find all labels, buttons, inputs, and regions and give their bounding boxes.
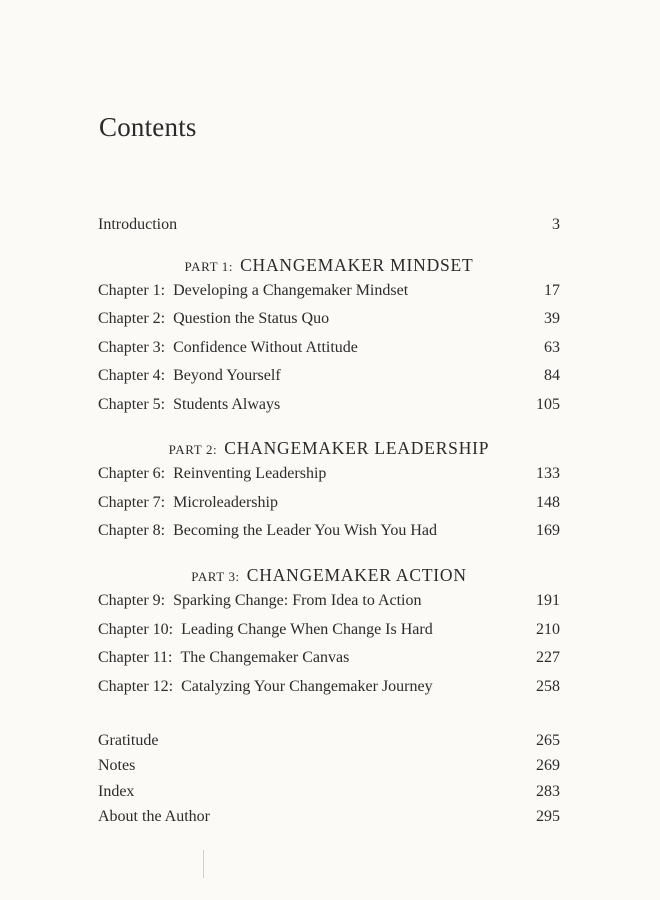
toc-entry-chapter-2[interactable] [98, 308, 560, 330]
chapter-title: Question the Status Quo [173, 310, 330, 327]
toc-entry-chapter-11[interactable] [98, 647, 560, 669]
chapter-number: Chapter 5: [98, 396, 166, 413]
entry-label: Gratitude [98, 732, 159, 749]
chapter-title: Confidence Without Attitude [173, 339, 358, 356]
part-name: CHANGEMAKER LEADERSHIP [224, 438, 490, 458]
toc-entry-index[interactable] [98, 781, 560, 803]
chapter-title: Students Always [173, 396, 281, 413]
chapter-title: Becoming the Leader You Wish You Had [173, 522, 438, 539]
toc-entry-chapter-8[interactable] [98, 520, 560, 542]
toc-entry-chapter-10[interactable] [98, 619, 560, 641]
part-heading-3 [98, 563, 560, 587]
toc-entry-chapter-3[interactable] [98, 337, 560, 359]
toc-entry-chapter-9[interactable] [98, 590, 560, 612]
toc-entry-chapter-7[interactable] [98, 492, 560, 514]
entry-page-number: 63 [544, 339, 560, 356]
entry-page-number: 265 [536, 732, 560, 749]
entry-page-number: 3 [552, 216, 560, 233]
chapter-number: Chapter 11: [98, 649, 173, 666]
chapter-number: Chapter 1: [98, 282, 166, 299]
page-title: Contents [99, 112, 197, 142]
entry-page-number: 295 [536, 808, 560, 825]
part-label: PART 3: [191, 569, 240, 584]
entry-label: Notes [98, 757, 136, 774]
chapter-number: Chapter 10: [98, 621, 174, 638]
entry-page-number: 227 [536, 649, 560, 666]
chapter-number: Chapter 7: [98, 494, 166, 511]
chapter-title: The Changemaker Canvas [180, 649, 350, 666]
entry-label: Introduction [98, 216, 178, 233]
chapter-number: Chapter 8: [98, 522, 166, 539]
toc-entry-notes[interactable] [98, 755, 560, 777]
part-label: PART 1: [184, 259, 234, 274]
entry-page-number: 210 [536, 621, 560, 638]
part-label: PART 2: [168, 442, 218, 457]
toc-entry-chapter-5[interactable] [98, 394, 560, 416]
chapter-number: Chapter 2: [98, 310, 166, 327]
toc-entry-about-the-author[interactable] [98, 806, 560, 828]
entry-label: Index [98, 783, 135, 800]
toc-entry-chapter-1[interactable] [98, 280, 560, 302]
chapter-title: Catalyzing Your Changemaker Journey [181, 678, 433, 695]
chapter-title: Microleadership [173, 494, 278, 511]
chapter-number: Chapter 12: [98, 678, 174, 695]
entry-page-number: 17 [544, 282, 560, 299]
toc-entry-gratitude[interactable] [98, 730, 560, 752]
entry-page-number: 269 [536, 757, 560, 774]
part-heading-2 [98, 436, 560, 460]
part-name: CHANGEMAKER ACTION [246, 565, 467, 585]
chapter-title: Beyond Yourself [173, 367, 281, 384]
entry-label: About the Author [98, 808, 210, 825]
toc-entry-chapter-4[interactable] [98, 365, 560, 387]
toc-entry-chapter-12[interactable] [98, 676, 560, 698]
entry-page-number: 39 [544, 310, 560, 327]
chapter-number: Chapter 4: [98, 367, 166, 384]
entry-page-number: 105 [536, 396, 560, 413]
part-heading-1 [98, 253, 560, 277]
chapter-number: Chapter 9: [98, 592, 166, 609]
scan-mark [203, 850, 204, 878]
part-name: CHANGEMAKER MINDSET [240, 255, 474, 275]
chapter-number: Chapter 6: [98, 465, 166, 482]
toc-entry-introduction[interactable] [98, 214, 560, 236]
chapter-number: Chapter 3: [98, 339, 166, 356]
entry-page-number: 133 [536, 465, 560, 482]
entry-page-number: 84 [544, 367, 560, 384]
toc-entry-chapter-6[interactable] [98, 463, 560, 485]
entry-page-number: 148 [536, 494, 560, 511]
chapter-title: Leading Change When Change Is Hard [181, 621, 433, 638]
chapter-title: Sparking Change: From Idea to Action [173, 592, 422, 609]
chapter-title: Reinventing Leadership [173, 465, 327, 482]
entry-page-number: 258 [536, 678, 560, 695]
entry-page-number: 191 [536, 592, 560, 609]
entry-page-number: 169 [536, 522, 560, 539]
chapter-title: Developing a Changemaker Mindset [173, 282, 409, 299]
entry-page-number: 283 [536, 783, 560, 800]
